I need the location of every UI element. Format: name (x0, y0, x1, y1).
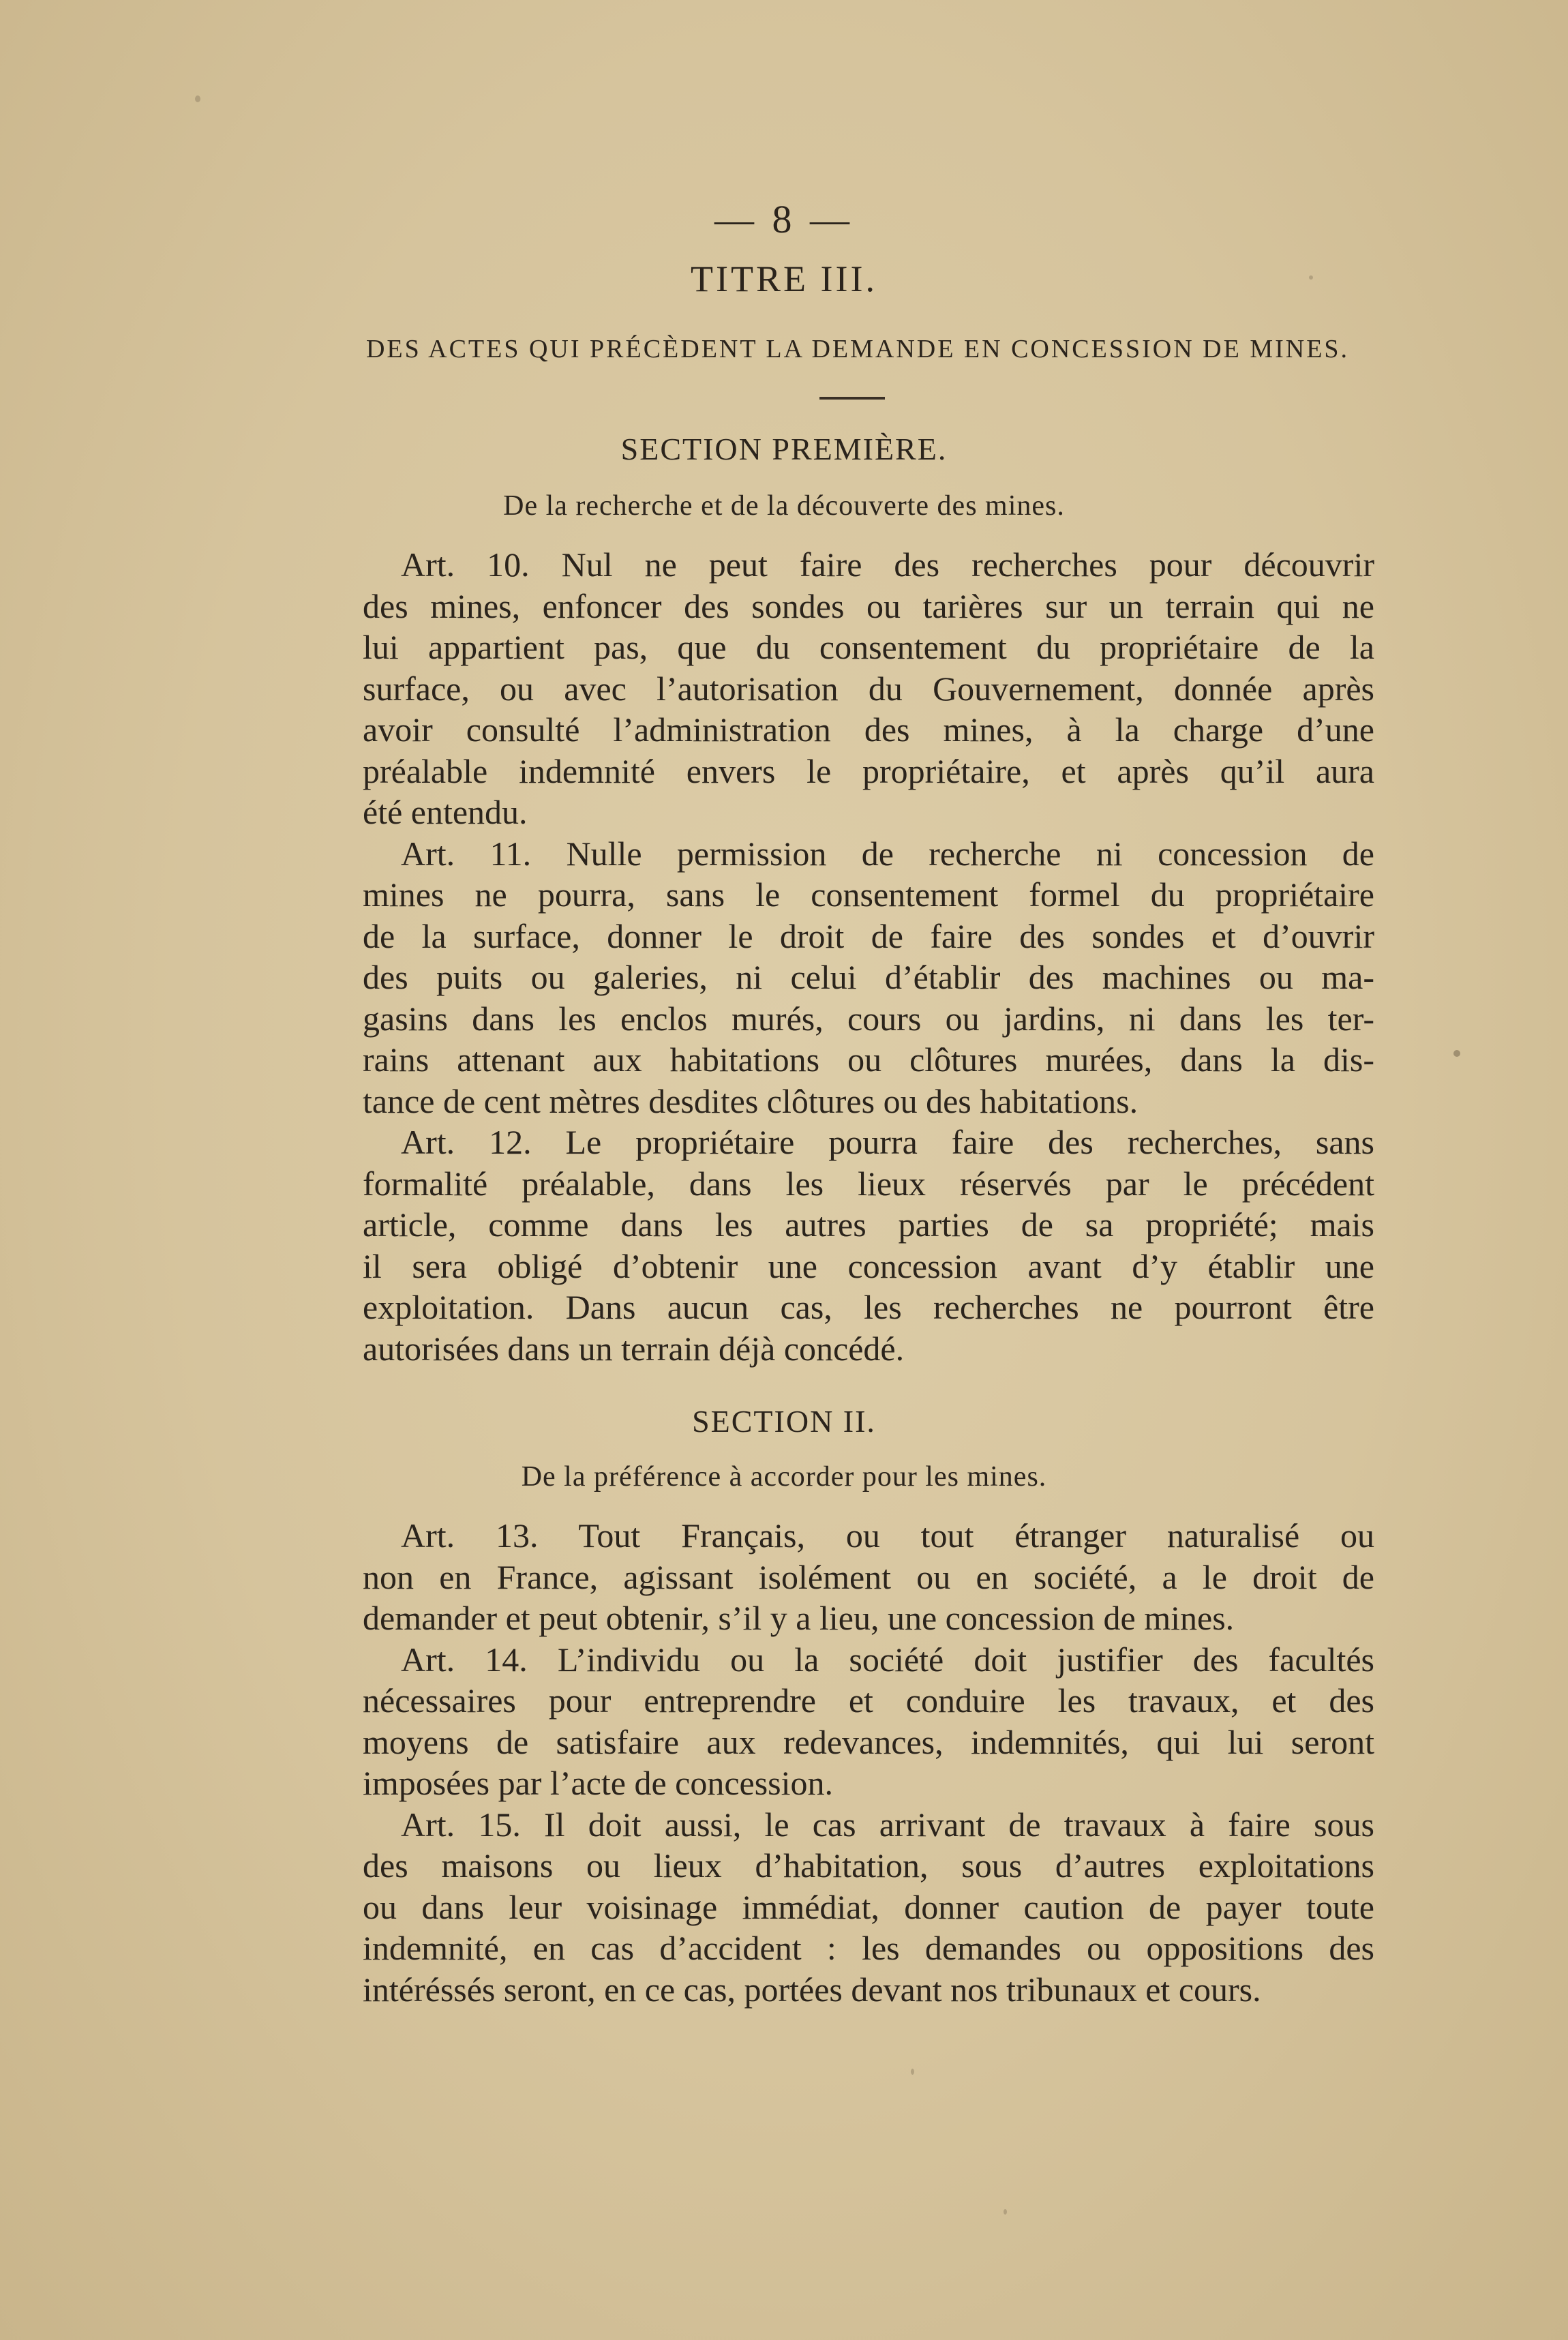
text-line: avoir consulté l’administration des mines, à la charge d’une (363, 710, 1374, 749)
text-line: exploitation. Dans aucun cas, les recherches ne pourront être (363, 1288, 1374, 1326)
text-line: intéréssés seront, en ce cas, portées devant nos tribunaux et cours. (363, 1970, 1261, 2009)
text-line: non en France, agissant isolément ou en société, a le droit de (363, 1557, 1374, 1596)
text-line: surface, ou avec l’autorisation du Gouvernement, donnée après (363, 669, 1374, 708)
paper-spot (195, 95, 200, 102)
title-heading: TITRE III. (691, 258, 877, 299)
section-1-body (325, 544, 1374, 1369)
paper-spot (1004, 2209, 1007, 2215)
text-line: Art. 11. Nulle permission de recherche ni concession de (401, 834, 1374, 873)
section-2-subtitle: De la préférence à accorder pour les mines. (521, 1461, 1047, 1492)
text-line: mines ne pourra, sans le consentement formel du propriétaire (363, 875, 1374, 914)
text-line: gasins dans les enclos murés, cours ou jardins, ni dans les ter- (363, 999, 1374, 1038)
text-line: moyens de satisfaire aux redevances, indemnités, qui lui seront (363, 1722, 1374, 1761)
article-13 (325, 1515, 1374, 1639)
text-line: des puits ou galeries, ni celui d’établir des machines ou ma- (363, 958, 1374, 996)
article-14 (325, 1639, 1374, 1804)
text-line: indemnité, en cas d’accident : les demandes ou oppositions des (363, 1929, 1374, 1967)
article-12 (325, 1122, 1374, 1369)
text-line: Art. 10. Nul ne peut faire des recherches pour découvrir (401, 545, 1374, 584)
article-15 (325, 1804, 1374, 2011)
paper-spot (911, 2069, 914, 2075)
paper-spot (1453, 1050, 1460, 1057)
text-line: été entendu. (363, 793, 528, 831)
text-line: article, comme dans les autres parties de sa propriété; mais (363, 1205, 1374, 1244)
text-line: préalable indemnité envers le propriétaire, et après qu’il aura (363, 751, 1374, 790)
text-line: ou dans leur voisinage immédiat, donner caution de payer toute (363, 1887, 1374, 1926)
page-number: — 8 — (714, 197, 854, 241)
text-line: des maisons ou lieux d’habitation, sous d’autres exploitations (363, 1846, 1374, 1885)
section-1-subtitle: De la recherche et de la découverte des mines. (503, 490, 1065, 522)
text-line: autorisées dans un terrain déjà concédé. (363, 1329, 905, 1368)
text-line: nécessaires pour entreprendre et conduire les travaux, et des (363, 1681, 1374, 1720)
section-2-body (325, 1515, 1374, 2010)
text-line: de la surface, donner le droit de faire des sondes et d’ouvrir (363, 916, 1374, 955)
text-line: Art. 13. Tout Français, ou tout étranger naturalisé ou (401, 1516, 1374, 1555)
text-line: lui appartient pas, que du consentement du propriétaire de la (363, 628, 1374, 666)
text-line: des mines, enfoncer des sondes ou tarières sur un terrain qui ne (363, 586, 1374, 625)
section-2-title: SECTION II. (692, 1404, 876, 1439)
text-line: Art. 15. Il doit aussi, le cas arrivant de travaux à faire sous (401, 1805, 1374, 1844)
text-line: imposées par l’acte de concession. (363, 1764, 834, 1802)
text-line: rains attenant aux habitations ou clôtures murées, dans la dis- (363, 1040, 1374, 1079)
text-line: Art. 14. L’individu ou la société doit justifier des facultés (401, 1640, 1374, 1679)
section-1-title: SECTION PREMIÈRE. (620, 432, 948, 466)
text-line: tance de cent mètres desdites clôtures ou des habitations. (363, 1081, 1139, 1120)
article-11 (325, 833, 1374, 1122)
text-line: il sera obligé d’obtenir une concession avant d’y établir une (363, 1246, 1374, 1285)
article-10 (325, 544, 1374, 833)
text-line: demander et peut obtenir, s’il y a lieu, une concession de mines. (363, 1599, 1235, 1637)
text-line: formalité préalable, dans les lieux réservés par le précédent (363, 1164, 1374, 1203)
text-line: Art. 12. Le propriétaire pourra faire des recherches, sans (401, 1123, 1374, 1161)
title-subheading: DES ACTES QUI PRÉCÈDENT LA DEMANDE EN CONCESSION DE MINES. (365, 335, 1350, 363)
divider-rule (819, 397, 885, 400)
